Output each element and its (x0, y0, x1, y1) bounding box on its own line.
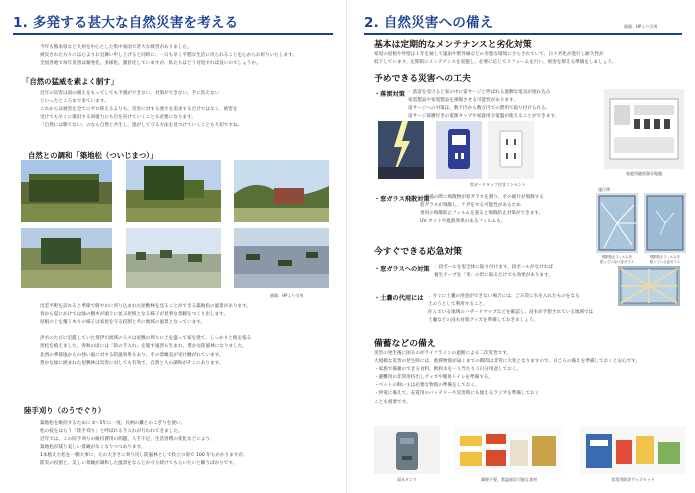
photo-rain-tank (374, 426, 440, 474)
body-sandbag-substitute: ：すぐに土嚢の用意ができない場合には、ごみ袋に水を入れたものをなる 土のうとして利用すること。 住んでいる地域のハザードマップなどを確認し、浸水が予想されている地域では 土嚢などの浸水対策グッズを準備しておきましょう。 (428, 294, 594, 324)
caption-panel: 家庭用避雷器分電盤 (626, 171, 662, 176)
left-column (0, 0, 347, 493)
heading-stockpile: 備蓄などの備え (374, 339, 436, 349)
label-lightning: ・落雷対策 (374, 91, 405, 98)
photo-surge-tap (436, 121, 482, 179)
section-heading-noudeguri: 陸手刈り（のうでぐり） (24, 406, 106, 415)
left-title-rule (13, 33, 333, 35)
label-window-film: ・窓ガラス飛散対策 (374, 196, 430, 203)
body-window-film: ：強風の際に飛散物が窓ガラスを割り、その破片が飛散する 窓ガラスが飛散し、ケガをする可能性があるため 専用の飛散防止フィルムを張ると飛散防止対策ができます。 UV カットや遮熱効果のあるフィルムも。 (420, 195, 544, 225)
caption-emergency-kit: 非常用防災グッズセット (611, 477, 655, 482)
body-lightning: ：落雷を受けると家の中に雷サージと呼ばれる過剰な電気が流れ込み 家電製品や家電製品を損傷させる可能性があります。 雷サージへの対策は、数千円から数万円での費用で取り付けられる、 雷サージ保護付きの電源タップや家庭用分電盤が使えることができます。 (408, 90, 560, 120)
right-column (348, 0, 695, 493)
photo-tsuijimatsu-3 (234, 160, 329, 222)
photo-distribution-panel (604, 89, 684, 169)
caption-rain-tank: 雨水タンク (397, 477, 417, 482)
photo-credit-left: 画像：HPより引用 (270, 293, 304, 298)
section-body-tsuijimatsu: 出雲平野を訪れると季節で鮮やかに刈り込まれた屋敷林を見ることができる築地松の風景があります。 春から夏にかけては緑の樹木が頭上に並ぶ屋根となる様子が見事な景観をつくり出します。 屋根の上を覆う木々の様子は家屋を守る役割と共に地域の風景となっています。 洪水のたびに氾濫していた斐伊川流域の人々は屋敷の周りに土を盛って家を建て、しっかりと根を張る 黒松を植えました。春秋の頃には「陰の手入れ」を施す風習も生まれ、豊かな防風林になりました。 北西の季節風からの強い風に対する防風効果もあり、その景観美が受け継がれています。 豊かな緑に囲まれた屋敷林は災害に対しても有効で、自然と人の調和がそこにあります。 (40, 304, 252, 366)
caption-preserved-food: 調理不要、常温保存可能な食材 (481, 477, 537, 482)
caption-window-example: 施行例 (598, 187, 610, 192)
photo-tsuijimatsu-4 (21, 228, 112, 288)
caption-surge-tap: 雷ガードタップ付きコンセント (470, 182, 526, 187)
left-title: 1. 多発する甚大な自然災害を考える (13, 15, 239, 31)
photo-tsuijimatsu-2 (126, 160, 221, 222)
section-heading-tsuijimatsu: 自然との調和「築地松（ついじまつ）」 (28, 151, 158, 160)
right-title-rule (364, 33, 682, 35)
label-window-cardboard: ・窓ガラスへの対策 (374, 266, 430, 273)
body-window-cardboard: ：段ボールを窓全体に貼り付けます。段ボールがなければ 養生テープを「米」の形に貼るだけでも効果があります。 (434, 265, 553, 279)
right-title: 2. 自然災害への備え (364, 15, 494, 31)
photo-window-with-film (644, 193, 686, 253)
photo-tsuijimatsu-5 (126, 228, 221, 288)
caption-window-with-film: 飛散防止フィルムを 貼っている窓ガラス (649, 255, 681, 264)
body-maintenance: 家屋の屋根や外壁は１年を通して風雨や紫外線などの劣悪な環境にさらされていて、日々劣化が進行し耐久性が 低下しています。定期的にメンテナンスを実施し、必要に応じてリフォームを行い、被害を抑える準備をしましょう。 (374, 52, 617, 66)
photo-tsuijimatsu-1 (21, 160, 112, 222)
section-heading-nature-force: 「自然の猛威を素よく制す」 (22, 77, 119, 86)
caption-window-no-film: 飛散防止フィルムを 貼っていない窓ガラス (600, 255, 634, 264)
photo-window-no-film (596, 193, 638, 253)
heading-emergency-measures: 今すぐできる応急対策 (374, 247, 462, 257)
photo-lightning-storm (378, 121, 424, 179)
photo-preserved-food (454, 426, 564, 474)
label-sandbag-substitute: ・土嚢の代用には (374, 295, 424, 302)
left-intro: 今年も熊本県など九州を中心とした集中豪雨で甚大な被害がありました。 被災された方々には心よりお見舞い申し上げると同時に、一日も早く平穏な生活に戻られることを心からお祈りいたします。 全国各地で毎年災害は頻発化、多様化、激甚化していますが、私たちはどう対処すれば良いのでしょうか。 (40, 45, 297, 67)
photo-credit-right: 画像：HPより引用 (624, 24, 658, 29)
section-body-nature-force: 近年の災害は国の備えをもってしても予測ができない、対策ができない、手に負えない といったところまで来ています。 これからは被害を全てにゼロ抑えるよりも、災害に対する強さを追求するだけではなく、被害を 受けても早くに復旧する回復力にも目を向けていくことも必要になります。 「自然には勝てない」のなら自然と共生し、逃がして守る方法を見つけていくことも大切ですね。 (40, 91, 243, 129)
heading-maintenance: 基本は定期的なメンテナンスと劣化対策 (374, 40, 532, 50)
heading-advance-measures: 予めできる災害への工夫 (374, 74, 471, 84)
section-body-noudeguri: 築地松を維持するために 4～5年に一度、長柄の鎌とのこぎりを使い、 松の枝をはらう「陸手刈り」と呼ばれる手入れが行われてきました。 近年では、この陸手刈りの維持費用の問題、人手不足、生活習慣の変化などにより、 築地松が減り美しい景観がなくなりつつあります。 1本植えた松を一樹大事に、元の大きさに刈り戻し防風林として役立つ姿で 100 年もかかりますが、 防災の役割と、美しい景観が調和した風景をなんとか守り続けてもらいたいと願うばかりです。 (40, 421, 248, 467)
photo-outlet (488, 121, 534, 179)
body-stockpile: 災害の発生後に困るのがライフラインの遮断による二次災害です。 大規模な災害の発生時には、救援物資が届くまでの期間は非常に大変となりますので、日ごろの備えを準備しておくと安心です。 ・家族で備蓄のできる食料、飲料水を一人当たり３日分用意しておく。 ・避難用の非常用持出しグッズや簡易トイレを準備する。 ・ペットの飼い主は必要な物資の準備をしておく。 ・停電に備えて、充電用のバッテリーや災害時にも使えるラジオを準備しておく ことも重要です。 (374, 351, 640, 405)
photo-tsuijimatsu-6 (234, 228, 329, 288)
photo-emergency-kit (580, 426, 686, 474)
